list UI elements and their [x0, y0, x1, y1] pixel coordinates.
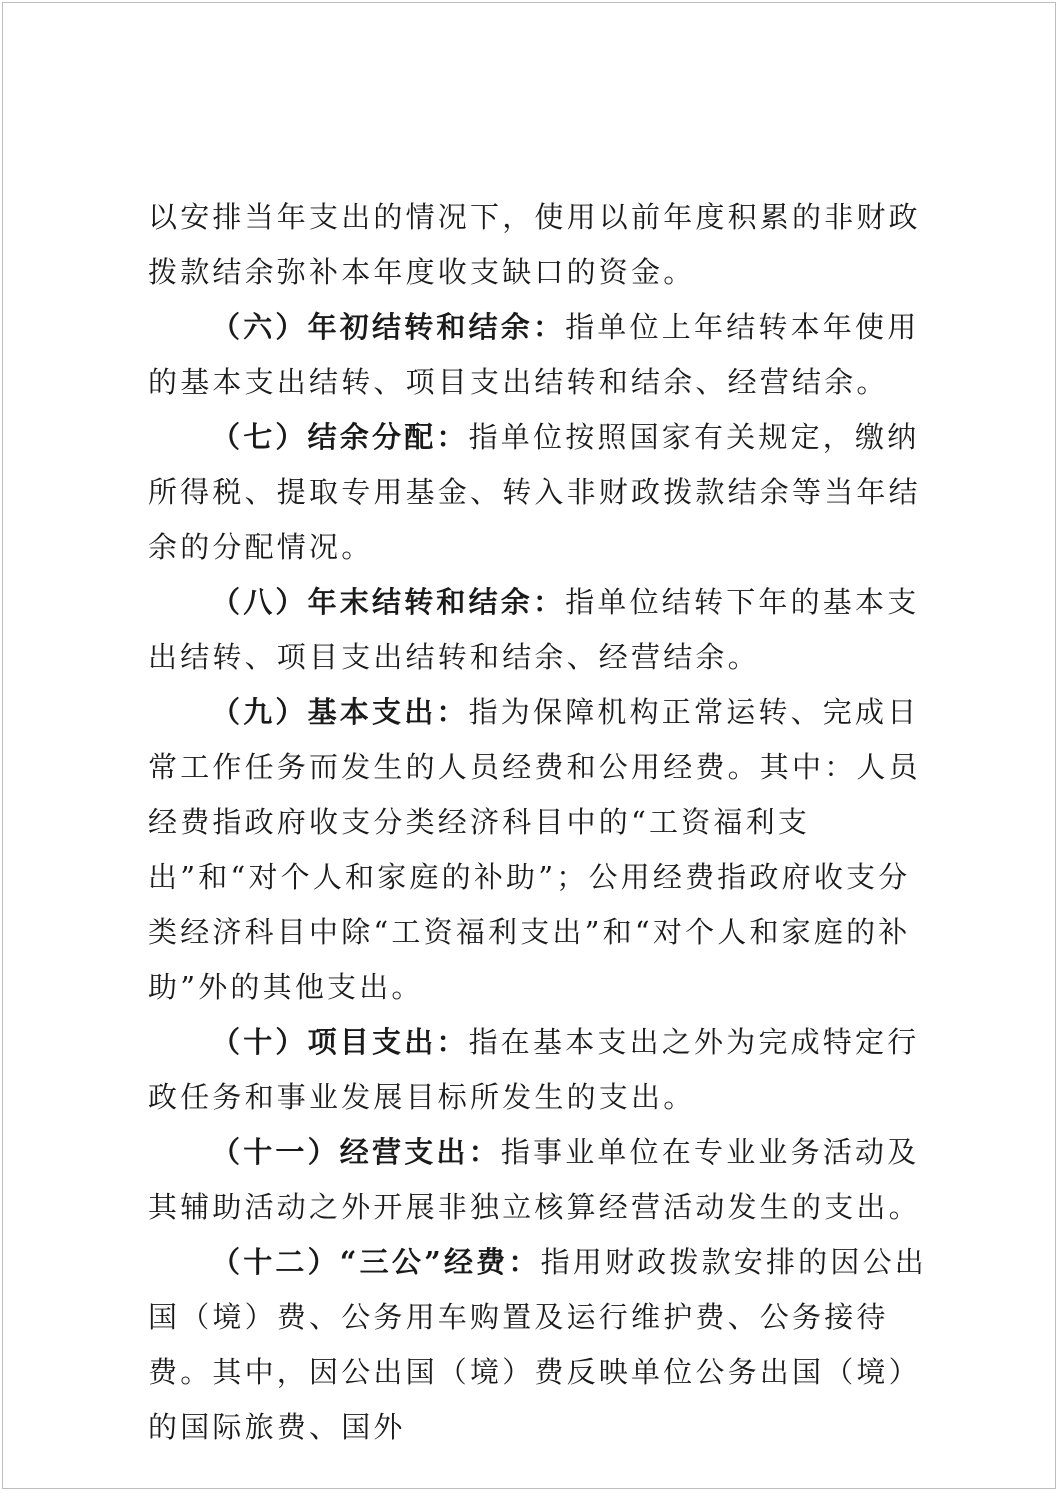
paragraph-text: 指单位结转下年的基本支出结转、项目支出结转和结余、经营结余。 [148, 585, 920, 674]
paragraph-item-7 [148, 410, 938, 575]
paragraph-text: 以安排当年支出的情况下，使用以前年度积累的非财政拨款结余弥补本年度收支缺口的资金。 [148, 200, 921, 289]
document-body [148, 190, 938, 1455]
paragraph-item-9 [148, 685, 938, 1015]
paragraph-text: 指单位按照国家有关规定，缴纳所得税、提取专用基金、转入非财政拨款结余等当年结余的分配情况。 [148, 420, 921, 564]
paragraph-item-12 [148, 1235, 938, 1455]
paragraph-text: 指为保障机构正常运转、完成日常工作任务而发生的人员经费和公用经费。其中：人员经费指政府收支分类经济科目中的“工资福利支出”和“对个人和家庭的补助”；公用经费指政府收支分类经济科目中除“工资福利支出”和“对个人和家庭的补助”外的其他支出。 [148, 695, 921, 1004]
paragraph-term: （十）项目支出： [211, 1025, 469, 1059]
paragraph-item-10 [148, 1015, 938, 1125]
paragraph-term: （八）年末结转和结余： [211, 585, 566, 619]
paragraph-text: 指在基本支出之外为完成特定行政任务和事业发展目标所发生的支出。 [148, 1025, 920, 1114]
paragraph-item-8 [148, 575, 938, 685]
paragraph-text: 指事业单位在专业业务活动及其辅助活动之外开展非独立核算经营活动发生的支出。 [148, 1135, 921, 1224]
paragraph-text: 指用财政拨款安排的因公出国（境）费、公务用车购置及运行维护费、公务接待费。其中，因公出国（境）费反映单位公务出国（境）的国际旅费、国外 [148, 1245, 927, 1444]
paragraph-continuation [148, 190, 938, 300]
paragraph-item-11 [148, 1125, 938, 1235]
paragraph-item-6 [148, 300, 938, 410]
paragraph-text: 指单位上年结转本年使用的基本支出结转、项目支出结转和结余、经营结余。 [148, 310, 920, 399]
paragraph-term: （九）基本支出： [211, 695, 469, 729]
paragraph-term: （十二）“三公”经费： [211, 1245, 541, 1279]
paragraph-term: （十一）经营支出： [211, 1135, 501, 1169]
paragraph-term: （六）年初结转和结余： [211, 310, 566, 344]
paragraph-term: （七）结余分配： [211, 420, 469, 454]
